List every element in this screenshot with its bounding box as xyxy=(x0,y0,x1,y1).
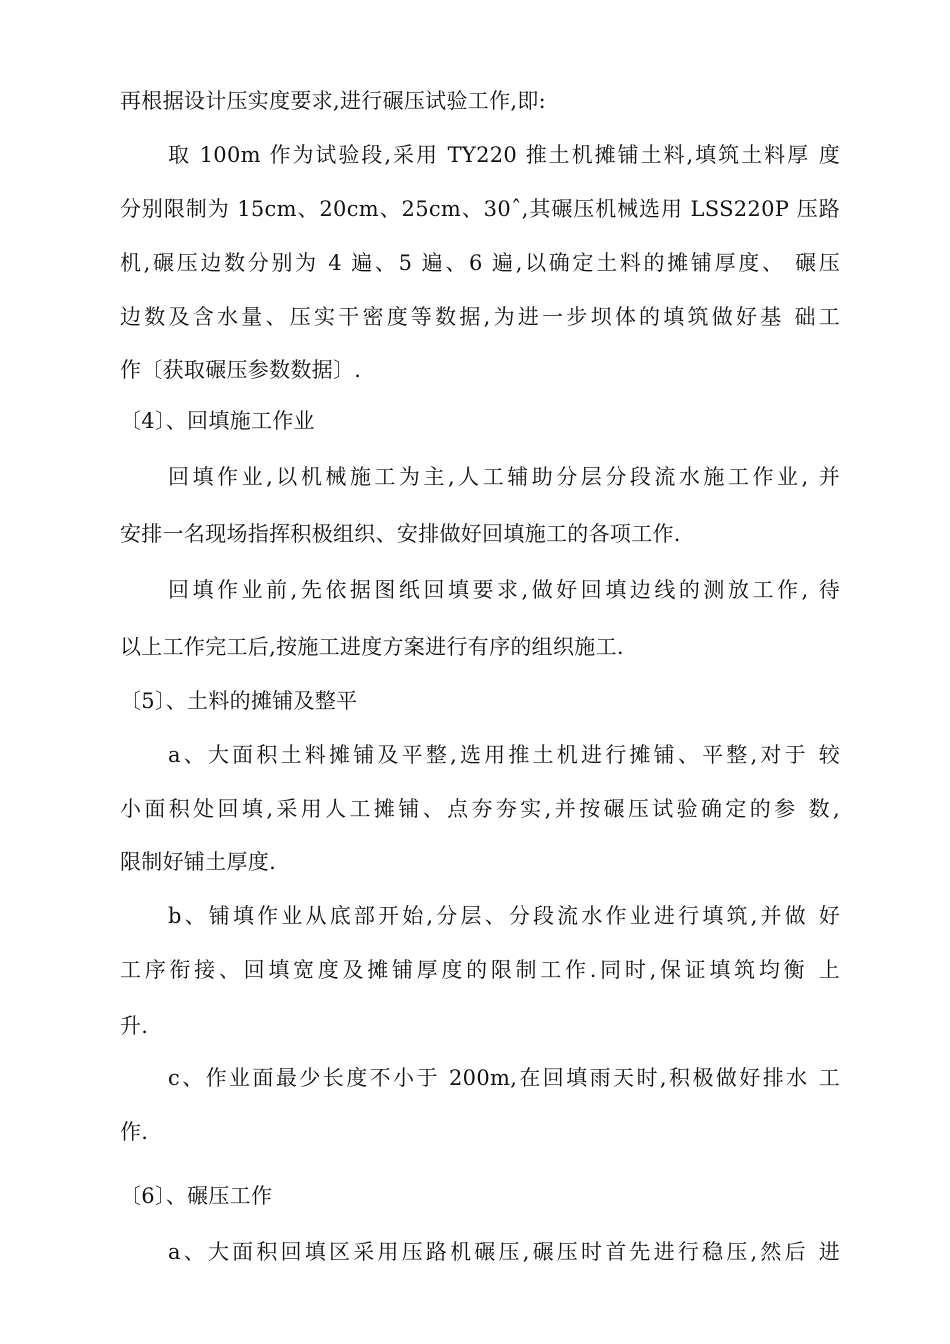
text-line: 安排一名现场指挥积极组织、安排做好回填施工的各项工作. xyxy=(120,522,681,546)
text-line: 取 100m 作为试验段,采用 TY220 推土机摊铺土料,填筑土料厚 度 xyxy=(168,143,840,167)
section-heading: 〔4〕、回填施工作业 xyxy=(120,409,315,433)
section-heading: 〔6〕、碾压工作 xyxy=(120,1184,273,1208)
text-line: 回填作业,以机械施工为主,人工辅助分层分段流水施工作业, 并 xyxy=(168,465,840,489)
text-line: 机,碾压边数分别为 4 遍、5 遍、6 遍,以确定土料的摊铺厚度、 碾压 xyxy=(120,251,840,275)
text-line: 升. xyxy=(120,1014,149,1038)
text-line: c、作业面最少长度不小于 200m,在回填雨天时,积极做好排水 工 xyxy=(168,1066,840,1090)
section-heading: 〔5〕、土料的摊铺及整平 xyxy=(120,689,358,713)
text-line: 回填作业前,先依据图纸回填要求,做好回填边线的测放工作, 待 xyxy=(168,578,840,602)
text-line: 限制好铺土厚度. xyxy=(120,850,277,874)
text-line: 小面积处回填,采用人工摊铺、点夯夯实,并按碾压试验确定的参 数, xyxy=(120,797,840,821)
text-line: 以上工作完工后,按施工进度方案进行有序的组织施工. xyxy=(120,635,624,659)
text-line: 作. xyxy=(120,1120,149,1144)
text-line: 再根据设计压实度要求,进行碾压试验工作,即: xyxy=(120,89,547,113)
text-line: a、大面积回填区采用压路机碾压,碾压时首先进行稳压,然后 进 xyxy=(168,1240,840,1264)
text-line: 边数及含水量、压实干密度等数据,为进一步坝体的填筑做好基 础工 xyxy=(120,305,840,329)
text-line: 分别限制为 15cm、20cm、25cm、30ˆ,其碾压机械选用 LSS220P 压路 xyxy=(120,197,840,221)
text-line: 工序衔接、回填宽度及摊铺厚度的限制工作.同时,保证填筑均衡 上 xyxy=(120,958,840,982)
text-line: b、铺填作业从底部开始,分层、分段流水作业进行填筑,并做 好 xyxy=(168,904,840,928)
text-line: a、大面积土料摊铺及平整,选用推土机进行摊铺、平整,对于 较 xyxy=(168,743,840,767)
text-line: 作〔获取碾压参数数据〕. xyxy=(120,358,362,382)
